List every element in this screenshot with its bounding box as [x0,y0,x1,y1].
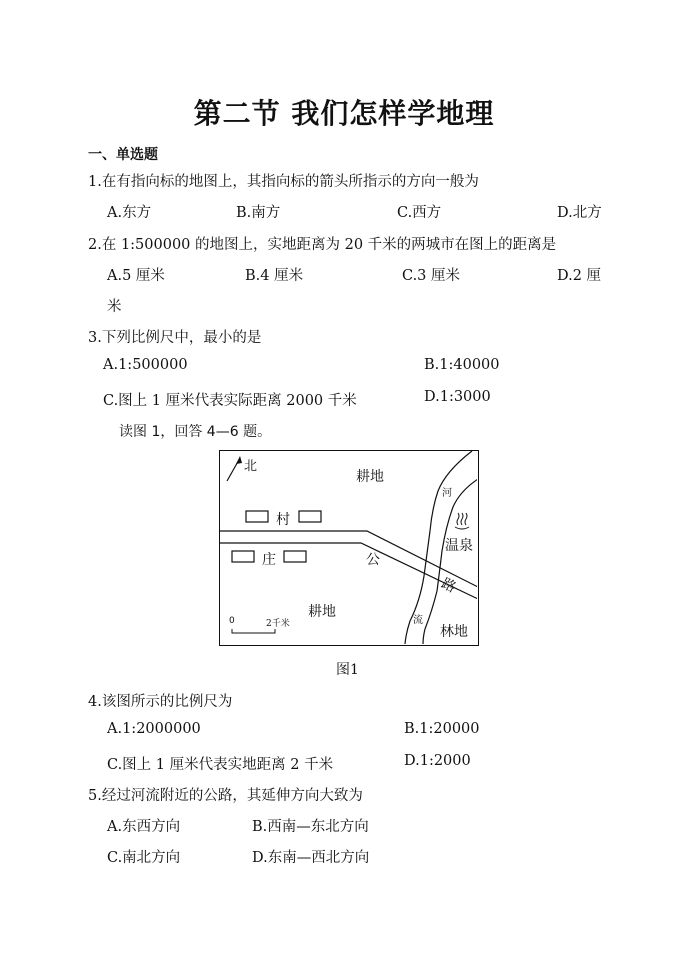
farmland-label-north: 耕地 [356,469,384,485]
q1-option-c: C.西方 [397,205,442,221]
section-heading: 一、单选题 [88,147,158,163]
q1-option-a: A.东方 [107,205,152,221]
q4-option-b: B.1:20000 [404,721,480,737]
q2-option-a: A.5 厘米 [107,268,165,284]
hot-spring-label: 温泉 [445,538,473,554]
highway-label-1: 公 [366,552,380,568]
q3-option-c: C.图上 1 厘米代表实际距离 2000 千米 [103,393,357,409]
river-bank [423,479,477,644]
q4-option-d: D.1:2000 [404,753,471,769]
building-icon [284,551,306,562]
q4-option-c: C.图上 1 厘米代表实地距离 2 千米 [107,757,334,773]
question-5: 5.经过河流附近的公路，其延伸方向大致为 [88,788,363,804]
river-label-2: 流 [413,615,423,626]
q2-option-d-wrap: 米 [107,299,122,315]
figure-caption: 图1 [336,662,359,678]
north-arrow-head-icon [236,456,242,464]
q3-option-a: A.1:500000 [103,357,188,373]
question-3: 3.下列比例尺中，最小的是 [88,330,262,346]
forest-label: 林地 [440,624,468,640]
map-drawing [220,451,477,644]
q3-option-d: D.1:3000 [424,389,491,405]
q2-option-b: B.4 厘米 [245,268,304,284]
north-label: 北 [244,459,258,474]
q2-option-d: D.2 厘 [557,268,602,284]
village-label-2: 庄 [262,552,276,568]
q5-option-c: C.南北方向 [107,850,181,866]
building-icon [299,511,321,522]
q1-option-b: B.南方 [236,205,281,221]
q2-option-c: C.3 厘米 [402,268,461,284]
building-icon [232,551,254,562]
river-label-1: 河 [442,488,452,499]
map-figure [219,450,479,646]
question-1: 1.在有指向标的地图上，其指向标的箭头所指示的方向一般为 [88,174,479,190]
building-icon [246,511,268,522]
q3-option-b: B.1:40000 [424,357,500,373]
farmland-label-south: 耕地 [308,604,336,620]
hot-spring-icon [455,513,469,529]
q1-option-d: D.北方 [557,205,602,221]
q5-option-a: A.东西方向 [107,819,181,835]
question-2: 2.在 1:500000 的地图上，实地距离为 20 千米的两城市在图上的距离是 [88,237,557,253]
scale-distance: 2千米 [266,619,290,629]
scale-zero: 0 [229,616,235,626]
q5-option-b: B.西南—东北方向 [252,819,369,835]
q4-option-a: A.1:2000000 [107,721,201,737]
page-title: 第二节 我们怎样学地理 [193,97,495,130]
highway-label-2: 路 [438,575,459,597]
village-label-1: 村 [276,512,290,528]
question-4: 4.该图所示的比例尺为 [88,694,233,710]
scale-bar [232,629,275,633]
figure-intro: 读图 1，回答 4—6 题。 [119,424,272,440]
q5-option-d: D.东南—西北方向 [252,850,370,866]
